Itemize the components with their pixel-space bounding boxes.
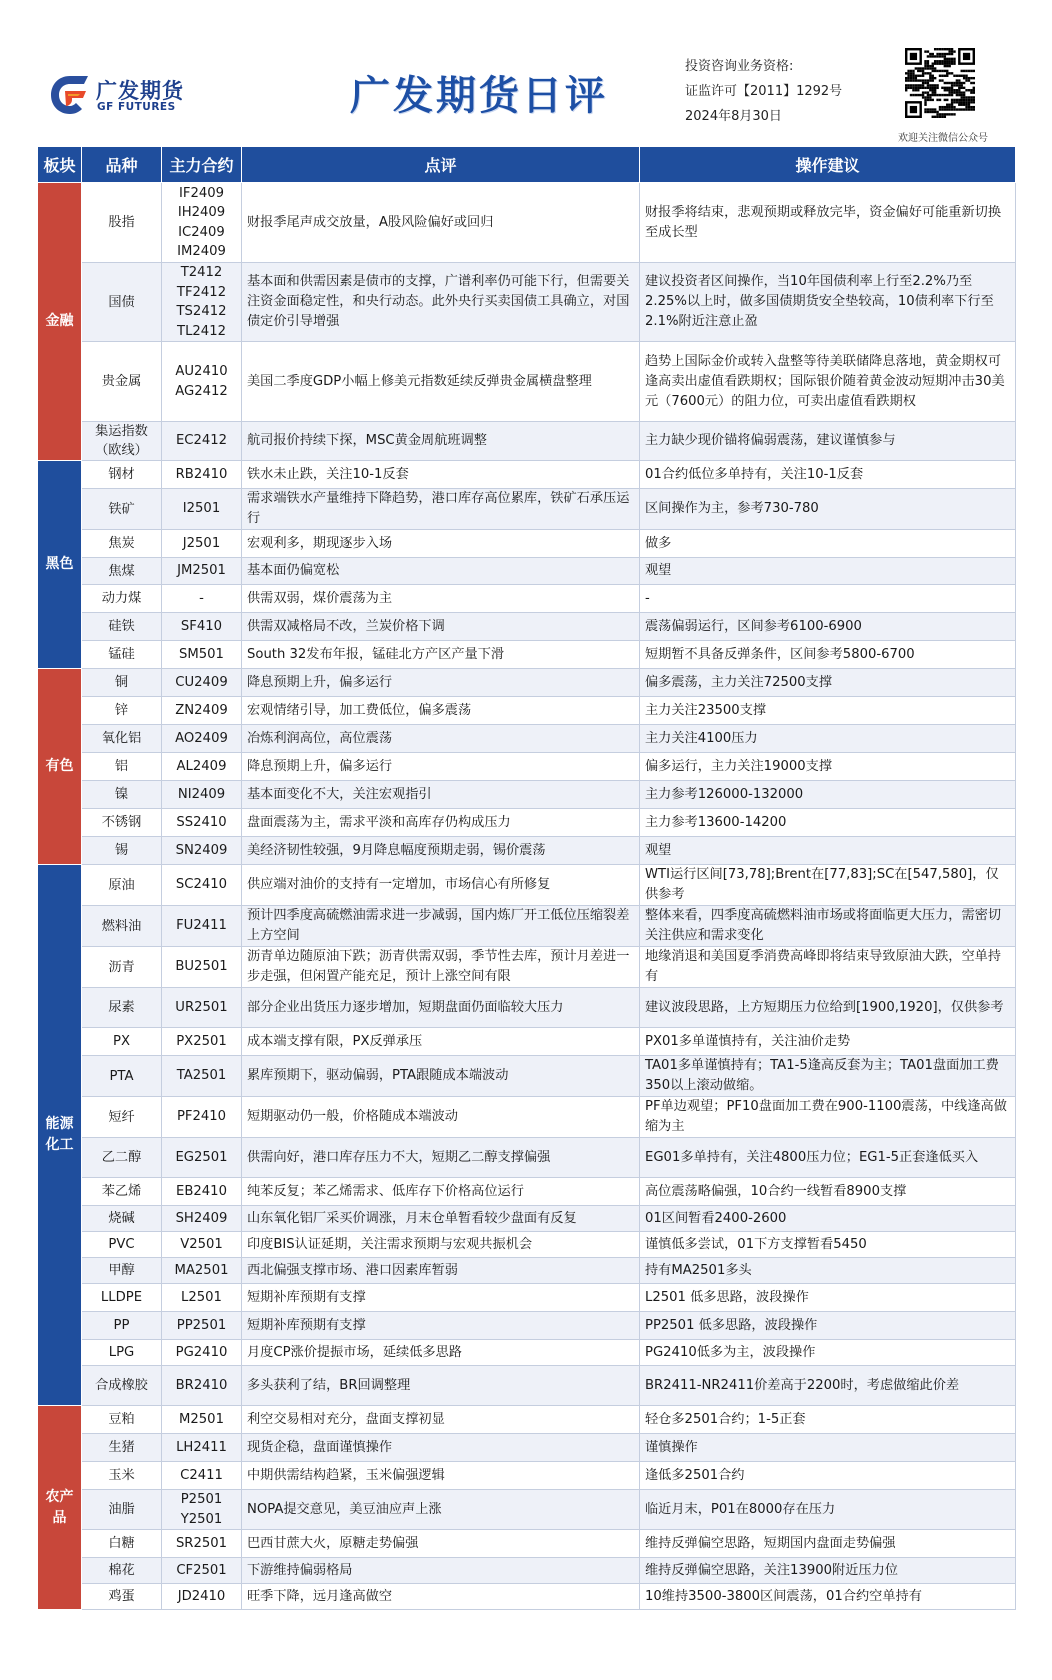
table-row (38, 1178, 1016, 1206)
table-body (38, 183, 1016, 1610)
contract-cell: LH2411 (162, 1434, 242, 1462)
comment-cell: 现货企稳，盘面谨慎操作 (242, 1434, 640, 1462)
advice-cell: 短期暂不具备反弹条件，区间参考5800-6700 (640, 641, 1016, 669)
contract-cell: PP2501 (162, 1312, 242, 1340)
contract-cell: T2412 TF2412 TS2412 TL2412 (162, 263, 242, 342)
advice-cell: 财报季将结束，悲观预期或释放完毕，资金偏好可能重新切换至成长型 (640, 183, 1016, 263)
variety-cell: 苯乙烯 (82, 1178, 162, 1206)
advice-cell: 观望 (640, 558, 1016, 585)
contract-cell: M2501 (162, 1406, 242, 1434)
advice-cell: 建议波段思路，上方短期压力位给到[1900,1920]，仅供参考 (640, 988, 1016, 1028)
report-info (685, 54, 842, 129)
logo-english-name: GF FUTURES (97, 101, 176, 113)
table-row (38, 906, 1016, 947)
advice-cell: 区间操作为主，参考730-780 (640, 489, 1016, 530)
variety-cell: 甲醇 (82, 1258, 162, 1284)
advice-cell: 观望 (640, 837, 1016, 865)
contract-cell: SM501 (162, 641, 242, 669)
sector-cell: 能源 化工 (38, 865, 82, 1406)
table-row (38, 1056, 1016, 1097)
advice-cell: PP2501 低多思路，波段操作 (640, 1312, 1016, 1340)
variety-cell: PTA (82, 1056, 162, 1097)
sector-cell: 金融 (38, 183, 82, 461)
variety-cell: 焦煤 (82, 558, 162, 585)
advice-cell: PX01多单谨慎持有，关注油价走势 (640, 1028, 1016, 1056)
variety-cell: 乙二醇 (82, 1138, 162, 1178)
table-row (38, 641, 1016, 669)
table-row (38, 1258, 1016, 1284)
advice-cell: 整体来看，四季度高硫燃料油市场或将面临更大压力，需密切关注供应和需求变化 (640, 906, 1016, 947)
contract-cell: C2411 (162, 1462, 242, 1490)
comment-cell: 山东氧化铝厂采买价调涨，月末仓单暂看较少盘面有反复 (242, 1206, 640, 1232)
comment-cell: 基本面和供需因素是债市的支撑，广谱利率仍可能下行，但需要关注资金面稳定性，和央行动态。此外央行买卖国债工具确立，对国债定价引导增强 (242, 263, 640, 342)
advice-cell: 谨慎低多尝试，01下方支撑暂看5450 (640, 1232, 1016, 1258)
contract-cell: PF2410 (162, 1097, 242, 1138)
contract-cell: MA2501 (162, 1258, 242, 1284)
comment-cell: 月度CP涨价提振市场，延续低多思路 (242, 1340, 640, 1366)
variety-cell: PVC (82, 1232, 162, 1258)
table-row (38, 558, 1016, 585)
table-row (38, 1490, 1016, 1530)
comment-cell: 冶炼利润高位，高位震荡 (242, 725, 640, 753)
table-row (38, 1206, 1016, 1232)
contract-cell: BR2410 (162, 1366, 242, 1406)
variety-cell: 棉花 (82, 1558, 162, 1584)
table-row (38, 753, 1016, 781)
variety-cell: 烧碱 (82, 1206, 162, 1232)
advice-cell: 建议投资者区间操作，当10年国债利率上行至2.2%乃至2.25%以上时，做多国债期货安全垫较高，10债利率下行至2.1%附近注意止盈 (640, 263, 1016, 342)
comment-cell: 财报季尾声成交放量，A股风险偏好或回归 (242, 183, 640, 263)
comment-cell: 多头获利了结，BR回调整理 (242, 1366, 640, 1406)
contract-cell: JD2410 (162, 1584, 242, 1610)
variety-cell: 铝 (82, 753, 162, 781)
table-row (38, 1584, 1016, 1610)
advice-cell: - (640, 585, 1016, 613)
variety-cell: 白糖 (82, 1530, 162, 1558)
advice-cell: 临近月末，P01在8000存在压力 (640, 1490, 1016, 1530)
contract-cell: L2501 (162, 1284, 242, 1312)
advice-cell: 维持反弹偏空思路，短期国内盘面走势偏强 (640, 1530, 1016, 1558)
table-row (38, 263, 1016, 342)
table-row (38, 1366, 1016, 1406)
contract-cell: EC2412 (162, 422, 242, 461)
table-row (38, 781, 1016, 809)
contract-cell: PG2410 (162, 1340, 242, 1366)
advice-cell: 高位震荡略偏强，10合约一线暂看8900支撑 (640, 1178, 1016, 1206)
comment-cell: NOPA提交意见，美豆油应声上涨 (242, 1490, 640, 1530)
comment-cell: 美经济韧性较强，9月降息幅度预期走弱，锡价震荡 (242, 837, 640, 865)
contract-cell: JM2501 (162, 558, 242, 585)
contract-cell: AL2409 (162, 753, 242, 781)
table-row (38, 669, 1016, 697)
table-row (38, 865, 1016, 906)
col-header-sector: 板块 (38, 147, 82, 183)
table-row (38, 837, 1016, 865)
advice-cell: 主力缺少现价锚将偏弱震荡，建议谨慎参与 (640, 422, 1016, 461)
advice-cell: 维持反弹偏空思路，关注13900附近压力位 (640, 1558, 1016, 1584)
comment-cell: 下游维持偏弱格局 (242, 1558, 640, 1584)
advice-cell: 轻仓多2501合约；1-5正套 (640, 1406, 1016, 1434)
logo-chinese-name: 广发期货 (96, 79, 184, 103)
variety-cell: 玉米 (82, 1462, 162, 1490)
contract-cell: EB2410 (162, 1178, 242, 1206)
sector-cell: 农产品 (38, 1406, 82, 1610)
table-row (38, 1097, 1016, 1138)
variety-cell: 硅铁 (82, 613, 162, 641)
advice-cell: TA01多单谨慎持有；TA1-5逢高反套为主；TA01盘面加工费350以上滚动做缩。 (640, 1056, 1016, 1097)
contract-cell: AU2410 AG2412 (162, 342, 242, 422)
table-row (38, 1434, 1016, 1462)
qualification-text: 投资咨询业务资格: (685, 59, 794, 74)
variety-cell: 铁矿 (82, 489, 162, 530)
table-row (38, 1340, 1016, 1366)
advice-cell: 01合约低位多单持有，关注10-1反套 (640, 461, 1016, 489)
comment-cell: 短期补库预期有支撑 (242, 1312, 640, 1340)
contract-cell: - (162, 585, 242, 613)
variety-cell: 油脂 (82, 1490, 162, 1530)
comment-cell: 供需向好，港口库存压力不大，短期乙二醇支撑偏强 (242, 1138, 640, 1178)
advice-cell: 主力参考13600-14200 (640, 809, 1016, 837)
variety-cell: PP (82, 1312, 162, 1340)
sector-cell: 有色 (38, 669, 82, 865)
variety-cell: 锌 (82, 697, 162, 725)
variety-cell: 尿素 (82, 988, 162, 1028)
report-date: 2024年8月30日 (685, 109, 782, 124)
contract-cell: RB2410 (162, 461, 242, 489)
variety-cell: 动力煤 (82, 585, 162, 613)
advice-cell: 偏多运行，主力关注19000支撑 (640, 753, 1016, 781)
variety-cell: 国债 (82, 263, 162, 342)
qr-code-icon (905, 48, 975, 118)
advice-cell: 谨慎操作 (640, 1434, 1016, 1462)
comment-cell: 降息预期上升，偏多运行 (242, 753, 640, 781)
table-row (38, 1028, 1016, 1056)
advice-cell: PF单边观望；PF10盘面加工费在900-1100震荡，中线逢高做缩为主 (640, 1097, 1016, 1138)
contract-cell: NI2409 (162, 781, 242, 809)
contract-cell: CF2501 (162, 1558, 242, 1584)
comment-cell: 宏观利多，期现逐步入场 (242, 530, 640, 558)
advice-cell: 震荡偏弱运行，区间参考6100-6900 (640, 613, 1016, 641)
advice-cell: 逢低多2501合约 (640, 1462, 1016, 1490)
contract-cell: TA2501 (162, 1056, 242, 1097)
contract-cell: AO2409 (162, 725, 242, 753)
contract-cell: SS2410 (162, 809, 242, 837)
variety-cell: 沥青 (82, 947, 162, 988)
table-row (38, 1530, 1016, 1558)
comment-cell: 盘面震荡为主，需求平淡和高库存仍构成压力 (242, 809, 640, 837)
license-text: 证监许可【2011】1292号 (685, 84, 843, 99)
table-row (38, 1312, 1016, 1340)
contract-cell: SH2409 (162, 1206, 242, 1232)
comment-cell: 供需双减格局不改，兰炭价格下调 (242, 613, 640, 641)
contract-cell: SF410 (162, 613, 242, 641)
contract-cell: J2501 (162, 530, 242, 558)
col-header-advice: 操作建议 (640, 147, 1016, 183)
comment-cell: South 32发布年报，锰硅北方产区产量下滑 (242, 641, 640, 669)
table-row (38, 1284, 1016, 1312)
variety-cell: 生猪 (82, 1434, 162, 1462)
advice-cell: 主力关注4100压力 (640, 725, 1016, 753)
advice-cell: BR2411-NR2411价差高于2200时，考虑做缩此价差 (640, 1366, 1016, 1406)
variety-cell: 不锈钢 (82, 809, 162, 837)
variety-cell: 鸡蛋 (82, 1584, 162, 1610)
contract-cell: EG2501 (162, 1138, 242, 1178)
table-row (38, 947, 1016, 988)
comment-cell: 航司报价持续下探，MSC黄金周航班调整 (242, 422, 640, 461)
comment-cell: 成本端支撑有限，PX反弹承压 (242, 1028, 640, 1056)
advice-cell: PG2410低多为主，波段操作 (640, 1340, 1016, 1366)
comment-cell: 巴西甘蔗大火，原糖走势偏强 (242, 1530, 640, 1558)
comment-cell: 纯苯反复；苯乙烯需求、低库存下价格高位运行 (242, 1178, 640, 1206)
comment-cell: 沥青单边随原油下跌；沥青供需双弱，季节性去库，预计月差进一步走强，但闲置产能充足，预计上涨空间有限 (242, 947, 640, 988)
variety-cell: LPG (82, 1340, 162, 1366)
comment-cell: 短期补库预期有支撑 (242, 1284, 640, 1312)
comment-cell: 部分企业出货压力逐步增加，短期盘面仍面临较大压力 (242, 988, 640, 1028)
advice-cell: 10维持3500-3800区间震荡，01合约空单持有 (640, 1584, 1016, 1610)
contract-cell: I2501 (162, 489, 242, 530)
table-row (38, 613, 1016, 641)
comment-cell: 美国二季度GDP小幅上修美元指数延续反弹贵金属横盘整理 (242, 342, 640, 422)
contract-cell: IF2409 IH2409 IC2409 IM2409 (162, 183, 242, 263)
col-header-variety: 品种 (82, 147, 162, 183)
advice-cell: 01区间暂看2400-2600 (640, 1206, 1016, 1232)
table-row (38, 697, 1016, 725)
comment-cell: 累库预期下，驱动偏弱，PTA跟随成本端波动 (242, 1056, 640, 1097)
comment-cell: 需求端铁水产量维持下降趋势，港口库存高位累库，铁矿石承压运行 (242, 489, 640, 530)
col-header-contract: 主力合约 (162, 147, 242, 183)
table-row (38, 461, 1016, 489)
advice-cell: 主力关注23500支撑 (640, 697, 1016, 725)
comment-cell: 旺季下降，远月逢高做空 (242, 1584, 640, 1610)
table-row (38, 342, 1016, 422)
col-header-comment: 点评 (242, 147, 640, 183)
advice-cell: 偏多震荡，主力关注72500支撑 (640, 669, 1016, 697)
table-row (38, 1558, 1016, 1584)
contract-cell: SR2501 (162, 1530, 242, 1558)
variety-cell: 焦炭 (82, 530, 162, 558)
contract-cell: ZN2409 (162, 697, 242, 725)
comment-cell: 基本面仍偏宽松 (242, 558, 640, 585)
variety-cell: 镍 (82, 781, 162, 809)
table-row (38, 530, 1016, 558)
table-row (38, 1138, 1016, 1178)
table-row (38, 725, 1016, 753)
variety-cell: 钢材 (82, 461, 162, 489)
advice-cell: L2501 低多思路，波段操作 (640, 1284, 1016, 1312)
table-row (38, 585, 1016, 613)
comment-cell: 西北偏强支撑市场、港口因素库暂弱 (242, 1258, 640, 1284)
variety-cell: 短纤 (82, 1097, 162, 1138)
table-header-row (38, 147, 1016, 183)
comment-cell: 铁水未止跌，关注10-1反套 (242, 461, 640, 489)
variety-cell: 贵金属 (82, 342, 162, 422)
contract-cell: UR2501 (162, 988, 242, 1028)
table-row (38, 489, 1016, 530)
table-row (38, 1406, 1016, 1434)
gf-futures-logo (48, 73, 198, 119)
variety-cell: 燃料油 (82, 906, 162, 947)
contract-cell: SC2410 (162, 865, 242, 906)
variety-cell: 原油 (82, 865, 162, 906)
qr-caption: 欢迎关注微信公众号 (898, 133, 988, 144)
advice-cell: EG01多单持有，关注4800压力位；EG1-5正套逢低买入 (640, 1138, 1016, 1178)
page-title: 广发期货日评 (350, 73, 608, 119)
variety-cell: 豆粕 (82, 1406, 162, 1434)
table-row (38, 183, 1016, 263)
logo-mark-icon (48, 73, 90, 117)
variety-cell: 集运指数 （欧线） (82, 422, 162, 461)
comment-cell: 供需双弱，煤价震荡为主 (242, 585, 640, 613)
advice-cell: 地缘消退和美国夏季消费高峰即将结束导致原油大跌，空单持有 (640, 947, 1016, 988)
advice-cell: 做多 (640, 530, 1016, 558)
variety-cell: 锡 (82, 837, 162, 865)
table-row (38, 1462, 1016, 1490)
comment-cell: 印度BIS认证延期，关注需求预期与宏观共振机会 (242, 1232, 640, 1258)
advice-cell: WTI运行区间[73,78];Brent在[77,83];SC在[547,580]，仅供参考 (640, 865, 1016, 906)
comment-cell: 利空交易相对充分，盘面支撑初显 (242, 1406, 640, 1434)
table-row (38, 1232, 1016, 1258)
advice-cell: 趋势上国际金价或转入盘整等待美联储降息落地，黄金期权可逢高卖出虚值看跌期权；国际银价随着黄金波动短期冲击30美元（7600元）的阻力位，可卖出虚值看跌期权 (640, 342, 1016, 422)
daily-review-table (37, 146, 1016, 1610)
table-row (38, 988, 1016, 1028)
variety-cell: 股指 (82, 183, 162, 263)
comment-cell: 基本面变化不大，关注宏观指引 (242, 781, 640, 809)
table-row (38, 422, 1016, 461)
contract-cell: V2501 (162, 1232, 242, 1258)
comment-cell: 中期供需结构趋紧，玉米偏强逻辑 (242, 1462, 640, 1490)
variety-cell: 铜 (82, 669, 162, 697)
comment-cell: 短期驱动仍一般，价格随成本端波动 (242, 1097, 640, 1138)
comment-cell: 宏观情绪引导，加工费低位，偏多震荡 (242, 697, 640, 725)
report-header (0, 0, 1052, 146)
variety-cell: 锰硅 (82, 641, 162, 669)
comment-cell: 预计四季度高硫燃油需求进一步减弱，国内炼厂开工低位压缩裂差上方空间 (242, 906, 640, 947)
advice-cell: 主力参考126000-132000 (640, 781, 1016, 809)
contract-cell: P2501 Y2501 (162, 1490, 242, 1530)
variety-cell: 合成橡胶 (82, 1366, 162, 1406)
contract-cell: CU2409 (162, 669, 242, 697)
contract-cell: FU2411 (162, 906, 242, 947)
contract-cell: SN2409 (162, 837, 242, 865)
variety-cell: 氧化铝 (82, 725, 162, 753)
comment-cell: 降息预期上升，偏多运行 (242, 669, 640, 697)
table-row (38, 809, 1016, 837)
variety-cell: LLDPE (82, 1284, 162, 1312)
contract-cell: BU2501 (162, 947, 242, 988)
advice-cell: 持有MA2501多头 (640, 1258, 1016, 1284)
contract-cell: PX2501 (162, 1028, 242, 1056)
variety-cell: PX (82, 1028, 162, 1056)
comment-cell: 供应端对油价的支持有一定增加，市场信心有所修复 (242, 865, 640, 906)
sector-cell: 黑色 (38, 461, 82, 669)
